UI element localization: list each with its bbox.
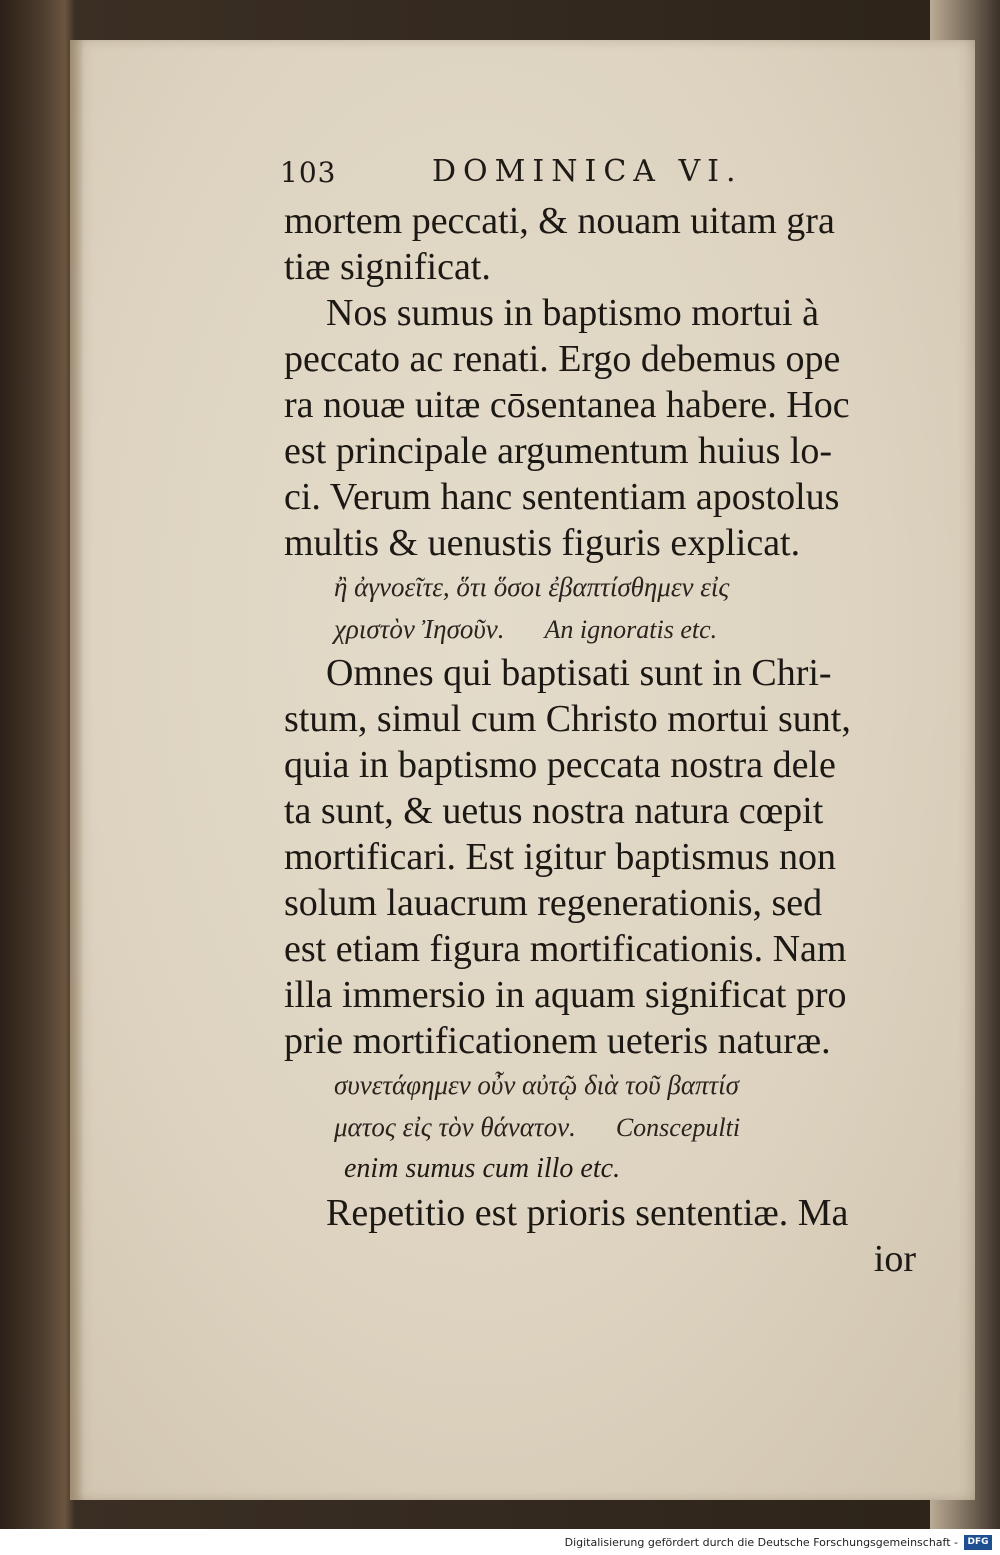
text-line: stum, simul cum Christo mortui sunt,	[284, 698, 851, 740]
text-line: multis & uenustis figuris explicat.	[284, 522, 801, 564]
page-header	[280, 150, 780, 194]
page-text	[284, 198, 934, 1282]
text-line: est etiam figura mortificationis. Nam	[284, 928, 847, 970]
text-line: ta sunt, & uetus nostra natura cœpit	[284, 790, 824, 832]
text-line: Omnes qui baptisati sunt in Chri-	[326, 652, 832, 694]
page-number: 103	[280, 156, 337, 189]
greek-quote-line	[284, 608, 934, 650]
page-gutter	[70, 40, 84, 1500]
text-line: ci. Verum hanc sententiam apostolus	[284, 476, 840, 518]
greek-quote-text: ματος εἰς τὸν θάνατον.	[334, 1112, 576, 1142]
text-line: mortem peccati, & nouam uitam gra	[284, 200, 835, 242]
text-line: quia in baptismo peccata nostra dele	[284, 744, 836, 786]
catchword: ior	[873, 1238, 916, 1280]
text-line: Repetitio est prioris sententiæ. Ma	[326, 1192, 849, 1234]
text-line: tiæ significat.	[284, 246, 491, 288]
text-line: peccato ac renati. Ergo debemus ope	[284, 338, 841, 380]
text-line: solum lauacrum regenerationis, sed	[284, 882, 823, 924]
dfg-logo: DFG	[964, 1535, 992, 1550]
greek-quote-text: χριστὸν Ἰησοῦν.	[334, 614, 505, 644]
greek-quote-line	[284, 1106, 934, 1148]
greek-quote-line: συνετάφημεν οὖν αὐτῷ διὰ τοῦ βαπτίσ	[334, 1070, 739, 1100]
text-line: Nos sumus in baptismo mortui à	[326, 292, 819, 334]
latin-gloss-line: enim sumus cum illo etc.	[344, 1153, 621, 1184]
text-line: prie mortificationem ueteris naturæ.	[284, 1020, 831, 1062]
text-line: illa immersio in aquam significat pro	[284, 974, 847, 1016]
text-line: ra nouæ uitæ cōsentanea habere. Hoc	[284, 384, 850, 426]
text-line: est principale argumentum huius lo-	[284, 430, 833, 472]
running-title: DOMINICA VI.	[432, 154, 743, 189]
greek-quote-line: ἢ ἀγνοεῖτε, ὅτι ὅσοι ἐβαπτίσθημεν εἰς	[334, 572, 730, 602]
text-line: mortificari. Est igitur baptismus non	[284, 836, 836, 878]
latin-gloss: An ignoratis etc.	[544, 615, 718, 644]
latin-gloss: Conscepulti	[615, 1113, 741, 1142]
footer-credit: Digitalisierung gefördert durch die Deutsche Forschungsgemeinschaft -	[564, 1536, 958, 1549]
